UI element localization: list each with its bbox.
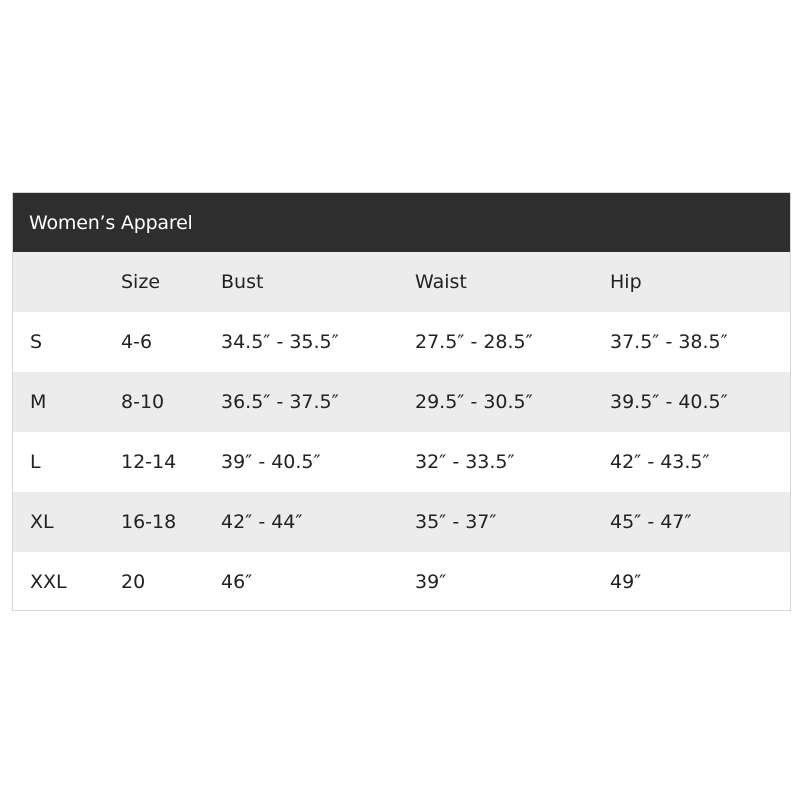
row-hip: 37.5″ - 38.5″ <box>610 331 728 353</box>
row-waist: 35″ - 37″ <box>415 511 497 533</box>
row-size-number: 20 <box>121 571 146 593</box>
header-cell-hip: Hip <box>610 271 642 293</box>
row-size-number: 16-18 <box>121 511 177 533</box>
header-cell-size: Size <box>121 271 161 293</box>
row-waist: 29.5″ - 30.5″ <box>415 391 533 413</box>
table-row <box>13 372 790 432</box>
table-title: Women’s Apparel <box>13 193 790 252</box>
row-size-label: S <box>30 331 43 353</box>
row-size-label: XXL <box>30 571 67 593</box>
row-hip: 45″ - 47″ <box>610 511 692 533</box>
table-row <box>13 552 790 612</box>
row-waist: 27.5″ - 28.5″ <box>415 331 533 353</box>
row-size-label: M <box>30 391 47 413</box>
table-row <box>13 432 790 492</box>
row-bust: 46″ <box>221 571 253 593</box>
row-waist: 39″ <box>415 571 447 593</box>
row-size-number: 8-10 <box>121 391 165 413</box>
row-size-label: L <box>30 451 41 473</box>
row-bust: 34.5″ - 35.5″ <box>221 331 339 353</box>
row-bust: 42″ - 44″ <box>221 511 303 533</box>
row-hip: 42″ - 43.5″ <box>610 451 710 473</box>
row-bust: 36.5″ - 37.5″ <box>221 391 339 413</box>
row-waist: 32″ - 33.5″ <box>415 451 515 473</box>
row-size-number: 4-6 <box>121 331 153 353</box>
header-cell-waist: Waist <box>415 271 467 293</box>
row-size-number: 12-14 <box>121 451 177 473</box>
row-hip: 49″ <box>610 571 642 593</box>
size-chart-table <box>12 192 791 611</box>
row-size-label: XL <box>30 511 54 533</box>
row-hip: 39.5″ - 40.5″ <box>610 391 728 413</box>
header-cell-bust: Bust <box>221 271 264 293</box>
row-bust: 39″ - 40.5″ <box>221 451 321 473</box>
header-row <box>13 252 790 312</box>
table-row <box>13 492 790 552</box>
table-row <box>13 312 790 372</box>
